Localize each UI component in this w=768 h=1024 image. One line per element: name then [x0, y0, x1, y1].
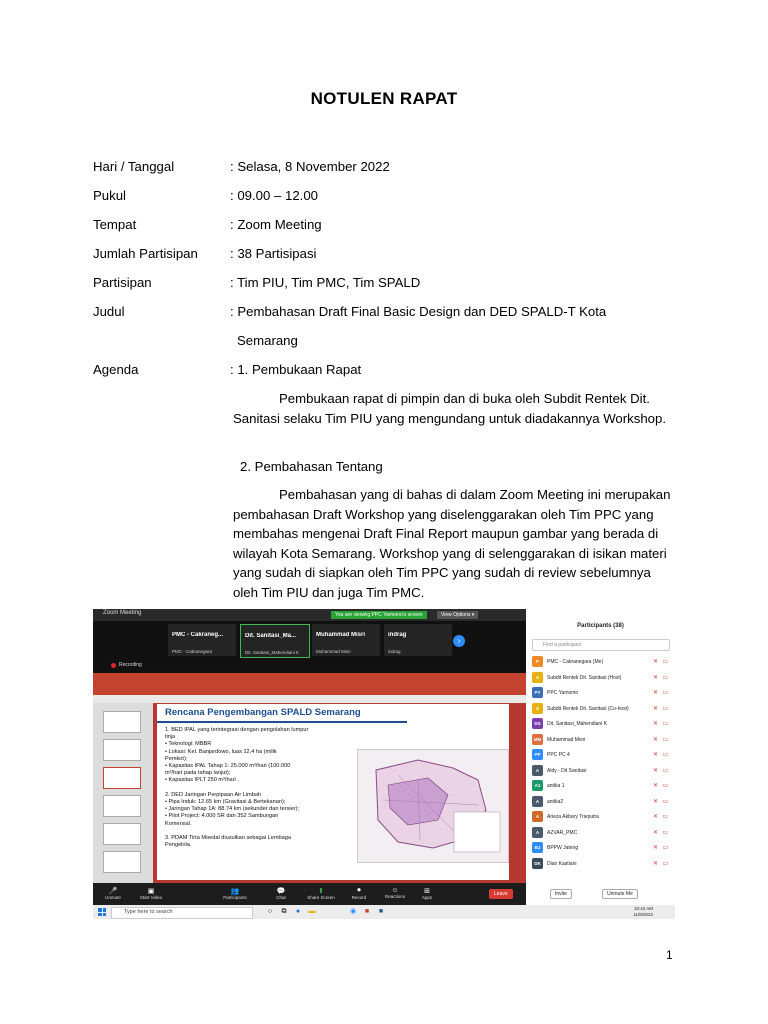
muted-mic-icon: ✕ — [652, 736, 658, 743]
avatar: DK — [532, 858, 543, 869]
participant-name: Subdit Rentek Dit. Sanitasi (Host) — [547, 674, 622, 681]
windows-taskbar — [93, 905, 675, 919]
avatar: A — [532, 796, 543, 807]
participant-row[interactable] — [532, 841, 670, 855]
slide-map-image — [357, 749, 509, 863]
record-dot-icon — [111, 663, 116, 668]
next-tiles-button[interactable]: › — [453, 635, 465, 647]
participant-row[interactable] — [532, 748, 670, 762]
participant-row[interactable] — [532, 702, 670, 716]
view-options-button[interactable]: View Options ▾ — [437, 611, 478, 619]
participant-row[interactable] — [532, 810, 670, 824]
video-off-icon: ▭ — [662, 721, 668, 727]
apps-button[interactable]: ⊞ Apps — [409, 887, 445, 900]
muted-mic-icon: ✕ — [652, 845, 658, 851]
task-view-icon[interactable]: ⧉ — [281, 908, 287, 915]
participant-row[interactable] — [532, 779, 670, 793]
taskbar-search-input[interactable]: Type here to search — [111, 907, 253, 919]
participant-name: AZVAR_PMC — [547, 829, 578, 836]
video-off-icon: ▭ — [662, 736, 668, 743]
participants-header: Participants (38) — [577, 623, 624, 629]
participant-row[interactable] — [532, 795, 670, 809]
slide-divider — [157, 721, 407, 723]
microphone-icon: 🎤 — [108, 888, 118, 895]
video-off-icon: ▭ — [662, 798, 668, 805]
participant-search-input[interactable]: Find a participant — [532, 639, 670, 651]
video-off-icon: ▭ — [662, 860, 668, 867]
participant-row[interactable] — [532, 733, 670, 747]
slide-thumbnail[interactable] — [103, 711, 141, 733]
ppt-toolbar — [93, 695, 526, 703]
muted-mic-icon: ✕ — [652, 705, 658, 712]
field-value: : Zoom Meeting — [230, 217, 322, 232]
participant-name: PMC - Cakranegara (Me) — [547, 659, 604, 665]
muted-mic-icon: ✕ — [652, 767, 658, 774]
video-off-icon: ▭ — [662, 845, 668, 851]
search-icon[interactable]: ○ — [267, 908, 273, 915]
participant-name: antika2 — [547, 798, 564, 805]
video-tile[interactable]: indrag indrag — [384, 624, 452, 656]
page-number: 1 — [666, 948, 673, 962]
participants-panel — [526, 609, 675, 905]
video-off-icon: ▭ — [662, 752, 668, 758]
edge-icon[interactable]: ● — [295, 908, 301, 915]
field-value: : Selasa, 8 November 2022 — [230, 159, 390, 174]
avatar: PY — [532, 687, 543, 698]
avatar: P — [532, 656, 543, 667]
avatar: A1 — [532, 780, 543, 791]
agenda-paragraph-1: Pembukaan rapat di pimpin dan di buka oleh Subdit Rentek Dit. Sanitasi selaku Tim PIU yang mengundang untuk diadakannya Workshop. — [233, 391, 667, 426]
zoom-title-bar — [93, 609, 526, 621]
zoom-screenshot — [93, 609, 675, 919]
participant-name: Arieza Akbary Trieputra — [547, 814, 599, 820]
video-off-icon: ▭ — [662, 783, 668, 789]
reactions-icon: ☺ — [391, 887, 399, 894]
shared-powerpoint — [93, 673, 526, 883]
avatar: DS — [532, 718, 543, 729]
participant-row[interactable] — [532, 655, 670, 669]
map-illustration — [358, 750, 508, 862]
avatar: A — [532, 765, 543, 776]
windows-start-icon[interactable] — [98, 908, 106, 916]
avatar: PP — [532, 749, 543, 760]
zoom-toolbar — [93, 883, 526, 905]
recording-indicator: Recording — [93, 659, 526, 673]
muted-mic-icon: ✕ — [652, 690, 658, 696]
participant-name: PPC PC 4 — [547, 752, 570, 758]
zoom-app-icon[interactable]: ◉ — [349, 908, 357, 915]
muted-mic-icon: ✕ — [652, 659, 658, 665]
participant-row[interactable] — [532, 857, 670, 871]
participant-name: BPPW Jateng — [547, 845, 579, 851]
muted-mic-icon: ✕ — [652, 829, 658, 836]
participant-name: Aldy - Dit Sanitasi — [547, 767, 587, 774]
reactions-button[interactable]: ☺ Reactions — [377, 887, 413, 899]
field-value-continued: Semarang — [237, 333, 298, 348]
participant-name: Dian Kastiani — [547, 860, 577, 867]
participant-name: Dit. Sanitasi_Mahendiani K — [547, 721, 608, 727]
panel-buttons — [526, 889, 675, 903]
participant-row[interactable] — [532, 826, 670, 840]
slide-thumbnail[interactable] — [103, 823, 141, 845]
field-label: Jumlah Partisipan — [93, 246, 198, 261]
video-off-icon: ▭ — [662, 659, 668, 665]
participants-icon: 👥 — [230, 888, 240, 895]
field-label: Pukul — [93, 188, 126, 203]
video-camera-icon: ▣ — [147, 888, 155, 895]
muted-mic-icon: ✕ — [652, 814, 658, 820]
participant-row[interactable] — [532, 671, 670, 685]
participant-row[interactable] — [532, 717, 670, 731]
muted-mic-icon: ✕ — [652, 674, 658, 681]
taskbar-clock: 10:42 AM 11/8/2022 — [633, 906, 653, 917]
slide-title: Rencana Pengembangan SPALD Semarang — [165, 707, 361, 718]
video-off-icon: ▭ — [662, 674, 668, 681]
unmute-button[interactable]: 🎤 Unmute — [95, 887, 131, 900]
share-screen-icon: ⬆ — [318, 888, 324, 895]
field-label: Judul — [93, 304, 125, 319]
participants-button[interactable]: 👥 Participants — [217, 887, 253, 900]
ppt-slide-thumbnails — [93, 703, 153, 883]
slide-thumbnail[interactable] — [103, 739, 141, 761]
share-screen-button[interactable]: ⬆ Share Screen — [303, 887, 339, 900]
slide-thumbnail[interactable] — [103, 851, 141, 873]
muted-mic-icon: ✕ — [652, 752, 658, 758]
apps-icon: ⊞ — [424, 888, 430, 895]
participant-row[interactable] — [532, 764, 670, 778]
participant-name: PPC Yamomo — [547, 690, 579, 696]
chat-button[interactable]: 💬 Chat — [263, 887, 299, 900]
field-value: : 09.00 – 12.00 — [230, 188, 318, 203]
muted-mic-icon: ✕ — [652, 721, 658, 727]
record-icon: ⏺ — [357, 887, 361, 894]
chat-icon: 💬 — [276, 888, 286, 895]
video-off-icon: ▭ — [662, 814, 668, 820]
field-value: : Pembahasan Draft Final Basic Design dan DED SPALD-T Kota — [230, 304, 607, 319]
field-label: Agenda — [93, 362, 139, 377]
participant-row[interactable] — [532, 686, 670, 700]
avatar: A — [532, 811, 543, 822]
document-title: NOTULEN RAPAT — [310, 89, 458, 108]
video-off-icon: ▭ — [662, 767, 668, 774]
unmute-me-button[interactable]: Unmute Me — [602, 889, 638, 899]
video-off-icon: ▭ — [662, 705, 668, 712]
participant-name: antika 1 — [547, 783, 565, 789]
folder-icon[interactable]: ▬ — [308, 908, 316, 915]
slide-canvas — [157, 704, 509, 880]
agenda-paragraph-2: Pembahasan yang di bahas di dalam Zoom Meeting ini merupakan pembahasan Draft Workshop yang diselenggarakan oleh Tim PPC yang membahas mengenai Draft Final Report maupun gambar yang berada di wilayah Kota Semarang. Workshop yang di selenggarakan di isikan materi yang sudah di siapkan oleh Tim PPC yang sudah di review sebelumnya oleh Tim PIU dan juga Tim PMC. — [233, 487, 671, 600]
video-off-icon: ▭ — [662, 829, 668, 836]
participant-name: Muhammad Misri — [547, 736, 586, 743]
avatar: A — [532, 827, 543, 838]
video-off-icon: ▭ — [662, 690, 668, 696]
zoom-window-title: Zoom Meeting — [103, 610, 142, 616]
muted-mic-icon: ✕ — [652, 860, 658, 867]
powerpoint-icon[interactable]: ■ — [364, 908, 370, 915]
field-label: Hari / Tanggal — [93, 159, 175, 174]
ppt-ribbon — [93, 673, 526, 695]
avatar: S — [532, 672, 543, 683]
word-icon[interactable]: ■ — [378, 908, 384, 915]
avatar: BJ — [532, 842, 543, 853]
slide-thumbnail[interactable] — [103, 767, 141, 789]
start-video-button[interactable]: ▣ Start Video — [133, 887, 169, 900]
video-tile[interactable]: Muhammad Misri Muhammad Misri — [312, 624, 380, 656]
field-label: Tempat — [93, 217, 137, 232]
screen-share-banner: You are viewing PPC Yamomo's screen — [331, 611, 427, 619]
video-tile[interactable]: Dit. Sanitasi_Ma... Dit. Sanitasi_Mahendiani K — [240, 624, 310, 658]
avatar: S — [532, 703, 543, 714]
video-tile[interactable]: PMC - Cakraneg... PMC - Cakranegara — [168, 624, 236, 656]
video-tile-strip — [93, 621, 526, 659]
leave-button[interactable]: Leave — [489, 889, 513, 899]
slide-thumbnail[interactable] — [103, 795, 141, 817]
invite-button[interactable]: Invite — [550, 889, 572, 899]
field-value: : 1. Pembukaan Rapat — [230, 362, 362, 377]
avatar: MM — [532, 734, 543, 745]
record-button[interactable]: ⏺ Record — [341, 887, 377, 900]
participant-name: Subdit Rentek Dit. Sanitasi (Co-host) — [547, 705, 629, 712]
muted-mic-icon: ✕ — [652, 798, 658, 805]
field-label: Partisipan — [93, 275, 152, 290]
field-value: : Tim PIU, Tim PMC, Tim SPALD — [230, 275, 421, 290]
field-value: : 38 Partisipasi — [230, 246, 317, 261]
muted-mic-icon: ✕ — [652, 783, 658, 789]
slide-body: 1. BED IPAL yang terintegrasi dengan pengolahan lumpur tinja • Teknologi: MBBR • Lokasi: Kel. Banjardowo, luas 12,4 ha (milik Pemkot); • Kapasitas IPAL Tahap 1: 25.000 m³/hari (100.000 m³/hari pada tahap lanjut); • Kapasitas IPLT 250 m³/hari . 2. DED Jaringan Perpipaan Air Limbah • Pipa Induk: 12.65 km (Gravitasi & Bertekanan); • Jaringan Tahap 1A: 88.74 km (sekunder dan tersier); • Pilot Project: 4.000 SR dan 352 Sambungan Komersial. 3. PDAM Tirta Moedal diusulkan sebagai Lembaga Pengelola. — [165, 727, 309, 849]
document-page: NOTULEN RAPAT Hari / Tanggal : Selasa, 8 November 2022 Pukul : 09.00 – 12.00 Tempat : Zoom Meeting Jumlah Partisipan : 38 Partisipasi Partisipan : Tim PIU, Tim PMC, Tim SPALD Judul : Pembahasan Draft Final Basic Design dan DED SPALD-T Kota Semarang Agenda : 1. Pembukaan Rapat Pembukaan rapat di pimpin dan di buka oleh Subdit Rentek Dit. Sanitasi selaku Tim PIU yang mengundang untuk diadakannya Workshop. 2. Pembahasan Tentang Pembahasan yang di bahas di dalam Zoom Meeting ini merupakan pembahasan Draft Workshop yang diselenggarakan oleh Tim PPC yang membahas mengenai Draft Final Report maupun gambar yang berada di wilayah Kota Semarang. Workshop yang di selenggarakan di isikan materi yang sudah di siapkan oleh Tim PPC yang sudah di review sebelumnya oleh Tim PIU dan juga Tim PMC. Zoom Meeting You are viewing PPC Yamomo's screen View Options ▾ PMC - Cakraneg... PMC - Cakranegara Dit. Sanitasi_Ma... Dit. Sanitasi_Mahendiani K Muhammad Misri Muhammad Misri indrag indrag › Recording Rencana Pengembangan SPALD Semarang 1. BED IPAL yang terintegrasi dengan pengolahan lumpur tinja • Teknologi: MBBR • Lokasi: Kel. Banjardowo, luas 12,4 ha (milik Pemkot); • Kapasitas IPAL Tahap 1: 25.000 m³/hari (100.000 m³/hari pada tahap lanjut); • Kapasitas IPLT 250 m³/hari . 2. DED Jaringan Perpipaan Air Limbah • Pipa Induk: 12.65 km (Gravitasi & Bertekanan); • Jaringan Tahap 1A: 88.74 km (sekunder dan tersier); • Pilot Project: 4.000 SR dan 352 Sambungan Komersial. 3. PDAM Tirta Moedal diusulkan sebagai Lembaga Pengelola. 🎤 Unmute ▣ Start Video 👥 Participants 💬 Chat ⬆ Share Screen ⏺ Record ☺ Reactions ⊞ Apps Leave Participants (38) Find a participant P PMC - Cakranegara (Me) ✕ ▭ S Subdit Rentek Dit. Sanitasi (Host) ✕ ▭ PY PPC Yamomo ✕ ▭ S Subdit Rentek Dit. Sanitasi (Co-host) ✕ ▭ DS Dit. Sanitasi_Mahendiani K ✕ ▭ MM Muhammad Misri ✕ ▭ PP PPC PC 4 ✕ ▭ A Aldy - Dit Sanitasi ✕ ▭ A1 antika 1 ✕ ▭ A antika2 ✕ ▭ A Arieza Akbary Trieputra ✕ ▭ A AZVAR_PMC ✕ ▭ BJ BPPW Jateng ✕ ▭ DK Dian Kastiani ✕ ▭ Invite Unmute Me Type here to search ○ ⧉ ● ▬ ◉ ■ ■ 10:42 AM 11/8/2022 1 — [0, 0, 768, 1024]
